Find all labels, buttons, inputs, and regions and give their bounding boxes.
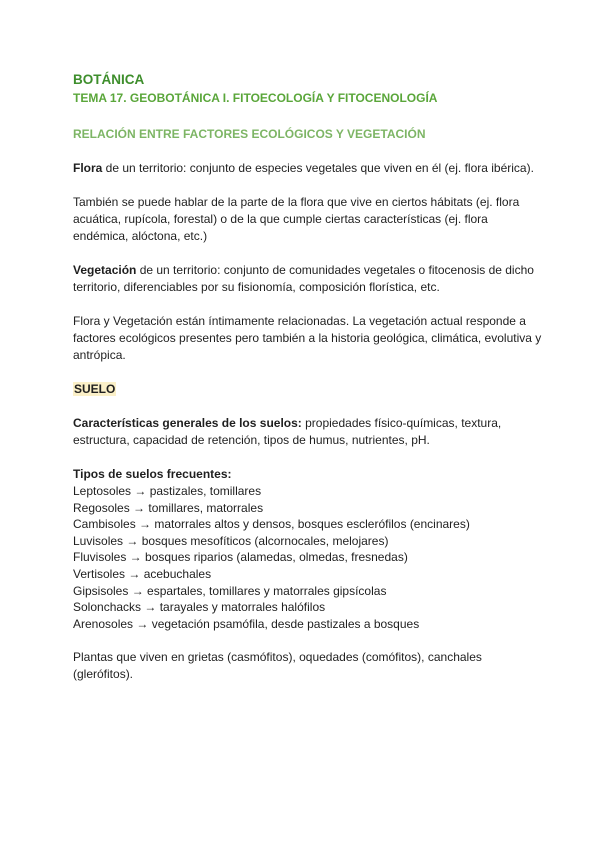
- soil-types-list: [73, 483, 543, 632]
- vegetacion-paragraph: [73, 262, 543, 296]
- vegetacion-definition: de un territorio: conjunto de comunidades vegetales o fitocenosis de dicho territorio, diferenciables por su fisionomía, composición florística, etc.: [73, 263, 534, 294]
- habitats-paragraph: También se puede hablar de la parte de la flora que vive en ciertos hábitats (ej. flora acuática, rupícola, forestal) o de la que cumple ciertas características (ej. flora endémica, alóctona, etc.): [73, 195, 520, 243]
- section-heading: RELACIÓN ENTRE FACTORES ECOLÓGICOS Y VEGETACIÓN: [73, 127, 426, 141]
- list-item: Cambisoles → matorrales altos y densos, bosques esclerófilos (encinares): [73, 517, 470, 532]
- relation-paragraph: Flora y Vegetación están íntimamente relacionadas. La vegetación actual responde a factores ecológicos presentes pero también a la historia geológica, climática, evolutiva y antrópica.: [73, 314, 542, 362]
- list-item: Solonchacks → tarayales y matorrales halófilos: [73, 600, 326, 615]
- list-item: Leptosoles → pastizales, tomillares: [73, 484, 262, 498]
- list-item: Luvisoles → bosques mesofíticos (alcornocales, melojares): [73, 533, 389, 548]
- list-item: Gipsisoles → espartales, tomillares y matorrales gipsícolas: [73, 583, 387, 598]
- list-item: Regosoles → tomillares, matorrales: [73, 500, 264, 515]
- document-page: [73, 70, 543, 683]
- flora-paragraph: [73, 160, 543, 177]
- soil-types-title: Tipos de suelos frecuentes:: [73, 467, 232, 481]
- suelo-heading-wrap: [73, 381, 543, 398]
- list-item: Arenosoles → vegetación psamófila, desde pastizales a bosques: [73, 616, 420, 631]
- characteristics-paragraph: [73, 415, 543, 449]
- list-item: Vertisoles → acebuchales: [73, 566, 212, 581]
- subject-title: BOTÁNICA: [73, 72, 145, 87]
- list-item: Fluvisoles → bosques riparios (alamedas, olmedas, fresnedas): [73, 550, 408, 565]
- vegetacion-term: Vegetación: [73, 263, 137, 277]
- flora-term: Flora: [73, 161, 103, 175]
- characteristics-text: propiedades físico-químicas, textura, estructura, capacidad de retención, tipos de humus, nutrientes, pH.: [73, 416, 502, 447]
- characteristics-term: Características generales de los suelos:: [73, 416, 302, 430]
- flora-definition: de un territorio: conjunto de especies vegetales que viven en él (ej. flora ibérica).: [102, 161, 534, 175]
- topic-title: TEMA 17. GEOBOTÁNICA I. FITOECOLOGÍA Y FITOCENOLOGÍA: [73, 91, 438, 105]
- closing-paragraph: Plantas que viven en grietas (casmófitos), oquedades (comófitos), canchales (glerófitos).: [73, 650, 482, 682]
- suelo-heading: SUELO: [74, 382, 116, 396]
